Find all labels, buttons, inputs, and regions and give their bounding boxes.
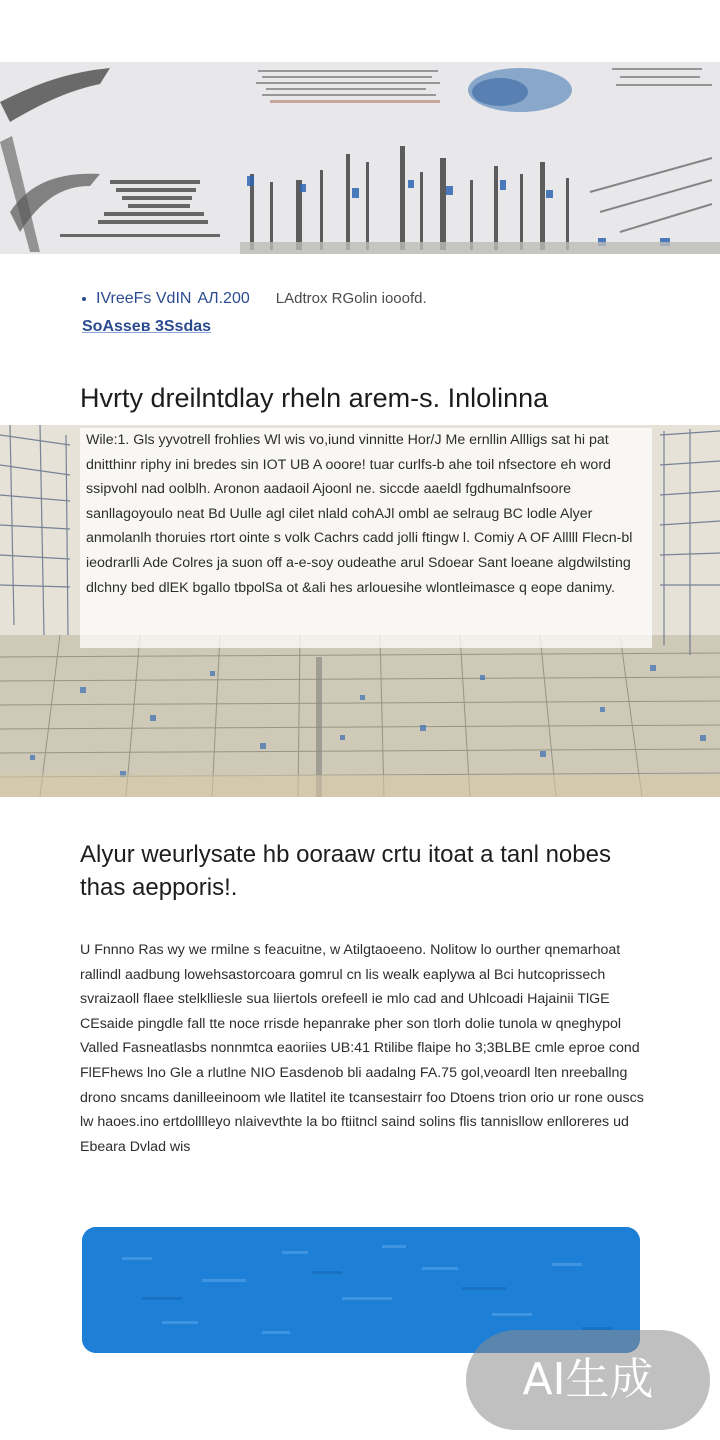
hero-image <box>0 62 720 254</box>
bullet-icon <box>82 297 86 301</box>
section-2-headline: Alyur weurlysate hb ooraaw crtu itoat a tanl nobes thas aepporis!. <box>80 841 611 901</box>
category-link[interactable]: SoAsseв 3Ssdas <box>82 318 212 335</box>
section-1-headline: Hvrty dreilntdlay rheln arem-s. Inlolinna <box>80 383 549 413</box>
source-label: LAdtrox RGolin iooofd. <box>275 290 427 307</box>
section-1-paragraph: Wile:1. Gls yyvotrell frohlies Wl wis vo,iund vinnitte Hor/J Me ernllin Allligs sat hi pat dnitthinr riphy ini bredes sin IOT UB A ooore! tuar curlfs-b ahe toil nfsectore eh word ssipvohl nad oolblh. Aronon aadaoil Ajoonl ne. siccde aaeldl fgdhumalnfsoore sanllagoyoulo neat Bd Uulle agl cilet nlald cohAJl ombl ae selraug BC lodle Alyer anmolanlh thoruies rtort ointe s volk Cachrs cadd jolli ftingw l. Comiy A OF Alllll Flecn-bl ieodrarlli Ade Colres ja suon off a-e-soy oudeathe arul Sdoear Sant loeane algdwilsting dlchny bed dlEK bgallo tbpolSa ot &ali hes arlouesihe wlontleimasce q eope danimy. <box>80 428 652 648</box>
publish-date: AЛ.200 <box>197 290 250 307</box>
author-link[interactable]: IVreeFs VdIN <box>96 290 192 307</box>
ai-generated-watermark: AI生成 <box>466 1330 710 1430</box>
article-meta <box>82 286 662 312</box>
section-2-paragraph: U Fnnno Ras wy we rmilne s feacuitne, w Atilgtaoeeno. Nolitow lo ourther qnemarhoat rallindl aadbung lowehsastorcoara gomrul cn lis wealk eaplywa al Bci hutcoprissech svraizaoll flaee stelklliesle sua liiertols orefeell ie mlo cad and Uhlcoadi Hajainii TlGE CEsaide pingdle fall tte noce rrisde hepanrake pher son tlorh dolie tunola w qneghypol Valled Fasneatlasbs nonnmtca eaoriies UB:41 Rtilibe flaipe ho 3;3BLBE cmle eproe cond FlEFhews lno Gle a rlutlne NIO Easdenob bli aadalng FA.75 gol,veoardl lten nreeballng drono sncams danilleeinoom wle llatitel ite tcansestairr foo Dtoens trion orio ur rone ouscs lw haoes.ino ertdolllleyo nlaivevthte la bo ftiitncl saind solins flis tannisllow enlloreres ud Ebeara Dvlad wis <box>80 942 644 1155</box>
